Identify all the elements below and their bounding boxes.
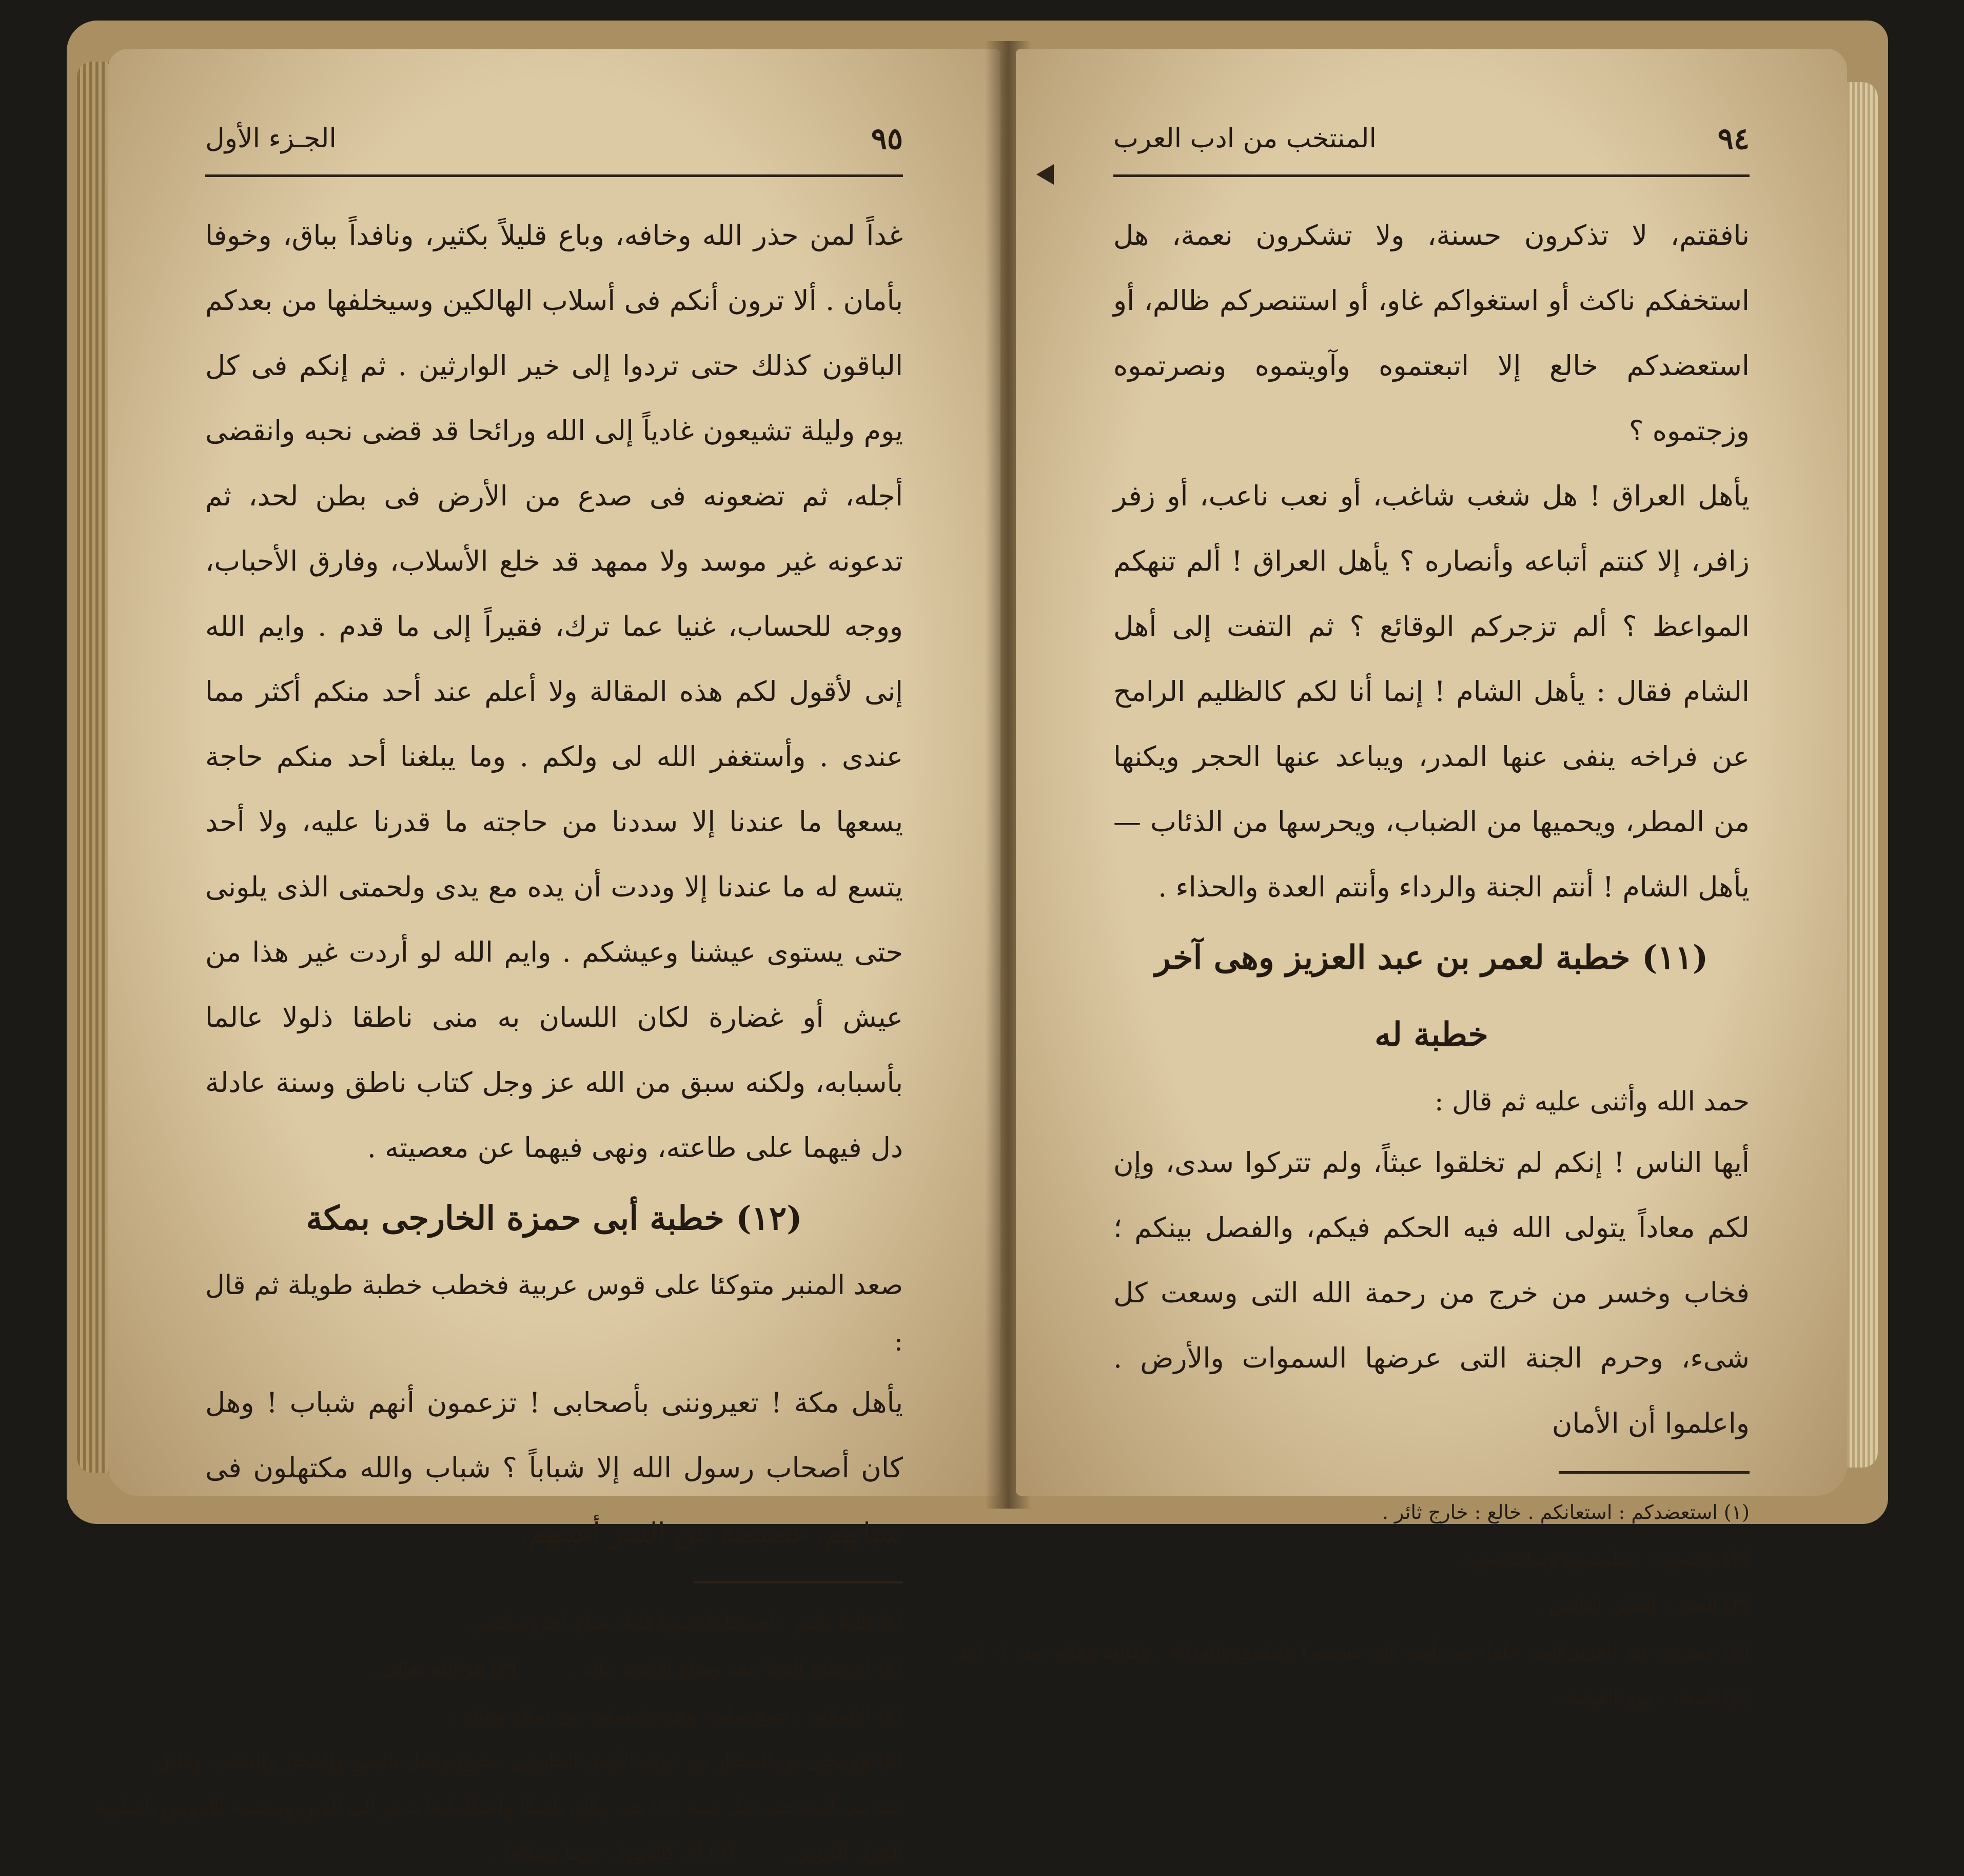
footnote: (٥) المعاد : يوم القيامة .: [1551, 1686, 1750, 1708]
footnote: (٣) هو الله تعالى .: [369, 1657, 518, 1679]
right-body-text: [955, 203, 1750, 1720]
header-rule: [205, 174, 903, 177]
footnote: (٤) الأسلاب : جمع سلب، وهو ما يسلب من سلاح ومال .: [451, 1703, 903, 1726]
paragraph: نافقتم، لا تذكرون حسنة، ولا تشكرون نعمة، هل استخفكم ناكث أو استغواكم غاو، أو استنصركم ظالم، أو استعضدكم خالع إلا اتبعتموه وآويتموه ونصرتموه وزجتموه ؟: [1113, 219, 1750, 447]
footnote: (١) استعضدكم : استعانكم . خالع : خارج ثائر .: [1382, 1501, 1750, 1523]
paragraph: يأهل مكة ! تعيروننى بأصحابى ! تزعمون أنهم شباب ! وهل كان أصحاب رسول الله إلا شباباً ؟ شباب والله مكتهلون فى شبابهم، غضيضة عن الشر أعينهم،: [205, 1386, 903, 1549]
left-page-header: [108, 110, 1000, 167]
footnote: جند بنى أمية حتى قتل سنة ١٣٠ هـ . وكان ناسكا واعظا بليغا يدعو الى الدين ومعصية الأمويين بأسلوبه: [95, 1795, 903, 1818]
footnote-line: [205, 1645, 903, 1691]
left-page-number: ٩٥: [871, 121, 903, 156]
paragraph: غداً لمن حذر الله وخافه، وباع قليلاً بكثير، ونافداً بباق، وخوفا بأمان . ألا ترون أنكم فى أسلاب الهالكين وسيخلفها من بعدكم الباقون كذلك حتى تردوا إلى خير الوارثين . ثم إنكم فى كل يوم وليلة تشيعون غادياً إلى الله ورائحا قد قضى نحبه وانقضى أجله، ثم تضعونه فى صدع من الأرض فى بطن لحد، ثم تدعونه غير موسد ولا ممهد قد خلع الأسلاب، وفارق الأحباب، ووجه للحساب، غنيا عما ترك، فقيراً إلى ما قدم . وايم الله إنى لأقول لكم هذه المقالة ولا أعلم عند أحد منكم أكثر مما عندى . وأستغفر الله لى ولكم . وما يبلغنا أحد منكم حاجة يسعها ما عندنا إلا سددنا من حاجته ما قدرنا عليه، ولا أحد يتسع له ما عندنا إلا وددت أن يده مع يدى ولحمتى الذى يلونى حتى يستوى عيشنا وعيشكم . وايم الله لو أردت غير هذا من عيش أو غضارة لكان اللسان به منى ناطقا ذلولا عالما بأسبابه، ولكنه سبق من الله عز وجل كتاب ناطق وسنة عادلة دل فيهما على طاعته، ونهى فيهما عن معصيته .: [205, 219, 903, 1164]
section-title: (١٢) خطبة أبى حمزة الخارجى بمكة: [306, 1199, 802, 1238]
footnote: (٦) أى كالكهول حزما وصلاحا .: [490, 1842, 735, 1864]
footnotes: [955, 1489, 1750, 1720]
paragraph: أيها الناس ! إنكم لم تخلقوا عبثاً، ولم تتركوا سدى، وإن لكم معاداً يتولى الله فيه الحكم فيكم، والفصل بينكم ؛ فخاب وخسر من خرج من رحمة الله التى وسعت كل شىء، وحرم الجنة التى عرضها السموات والأرض . واعلموا أن الأمان: [1113, 1146, 1750, 1439]
right-page-header: [1016, 110, 1847, 167]
footnote: (١) قليلا بكثير : أى متاعا دنيويا قليلا بمتاع أخروى كثير .: [464, 1611, 903, 1633]
right-page-number: ٩٤: [1717, 121, 1750, 156]
footnote-rule: [1559, 1471, 1750, 1474]
left-running-head: الجـزء الأول: [205, 123, 337, 154]
section-title: (١١) خطبة لعمر بن عبد العزيز وهى آخر خطبة له: [1154, 939, 1708, 1054]
left-body-text: [95, 203, 903, 1876]
section-intro: حمد الله وأثنى عليه ثم قال :: [1434, 1086, 1750, 1117]
footnote-rule: [694, 1581, 903, 1584]
footnote: الجزل المؤثر .: [787, 1842, 903, 1864]
left-page: [95, 49, 1000, 1864]
page-edges-right: [1847, 82, 1878, 1468]
footnote: (٣) المدر : الطين اليابس .: [1536, 1593, 1750, 1616]
book-spread: [67, 21, 1888, 1864]
footnote: (٢) زجتموه : عظمتموه وساعدتموه .: [1454, 1547, 1750, 1570]
footnote-line: [205, 1830, 903, 1876]
footnotes: [95, 1599, 903, 1876]
section-marker-triangle: [1036, 164, 1054, 185]
right-page: [955, 49, 1847, 1708]
section-intro: صعد المنبر متوكئا على قوس عربية فخطب خطبة طويلة ثم قال :: [205, 1270, 903, 1357]
header-rule: [1113, 174, 1750, 177]
footnote: (٢) أى متاع الدنيا ينفد ومتاع الآخرة خالد .: [569, 1657, 903, 1679]
paragraph: يأهل العراق ! هل شغب شاغب، أو نعب ناعب، أو زفر زافر، إلا كنتم أتباعه وأنصاره ؟ يأهل العراق ! ألم تنهكم المواعظ ؟ ألم تزجركم الوقائع ؟ ثم التفت إلى أهل الشام فقال : يأهل الشام ! إنما أنا لكم كالظليم الرامح عن فراخه ينفى عنها المدر، ويباعد عنها الحجر ويكنها من المطر، ويحميها من الضباب، ويحرسها من الذئاب — يأهل الشام ! أنتم الجنة والرداء وأنتم العدة والحذاء .: [1113, 480, 1750, 903]
footnote: (٤) عمر بن عبد العزيز ثامن خلفاء بنى أمية كان مشهورا بالتقوى والعدالة . وكانت وفاته سنة ١٠١ هـ: [955, 1639, 1750, 1662]
right-running-head: المنتخب من ادب العرب: [1113, 123, 1377, 154]
footnote: (٥) هو يحيى بن المختار بن عوف الأزدى الخارجى . خرج وتنقل باليمن والحجاز والشام . وقاتل: [156, 1749, 903, 1772]
